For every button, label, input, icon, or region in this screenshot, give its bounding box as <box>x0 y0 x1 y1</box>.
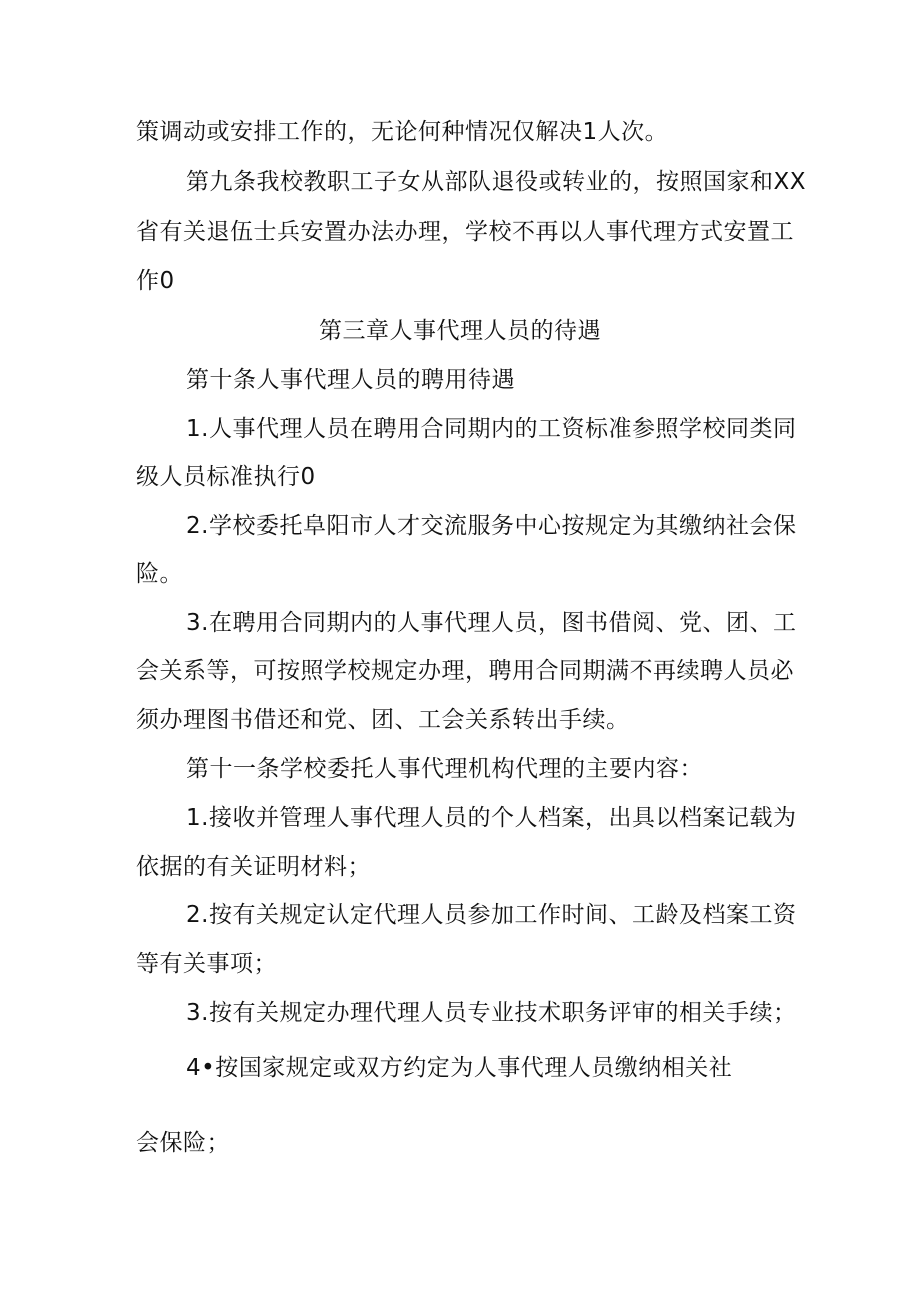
paragraph-line: 依据的有关证明材料； <box>136 854 371 880</box>
paragraph-line: 须办理图书借还和党、团、工会关系转出手续。 <box>136 707 630 733</box>
item-4-line: 4•按国家规定或双方约定为人事代理人员缴纳相关社 <box>186 1055 733 1081</box>
paragraph-line: 等有关事项； <box>136 951 277 977</box>
item-1-line: 1.接收并管理人事代理人员的个人档案，出具以档案记载为 <box>186 805 797 831</box>
item-2-line: 2.按有关规定认定代理人员参加工作时间、工龄及档案工资 <box>186 902 797 928</box>
article-10-heading: 第十条人事代理人员的聘用待遇 <box>186 367 515 393</box>
chapter-3-heading: 第三章人事代理人员的待遇 <box>319 318 601 344</box>
paragraph-line: 险。 <box>136 561 183 587</box>
item-2-line: 2.学校委托阜阳市人才交流服务中心按规定为其缴纳社会保 <box>186 513 797 539</box>
item-3-line: 3.按有关规定办理代理人员专业技术职务评审的相关手续； <box>186 1000 797 1026</box>
paragraph-line: 策调动或安排工作的，无论何种情况仅解决1人次。 <box>136 119 669 145</box>
paragraph-line: 会关系等，可按照学校规定办理，聘用合同期满不再续聘人员必 <box>136 658 794 684</box>
paragraph-line: 会保险； <box>136 1130 230 1156</box>
item-1-line: 1.人事代理人员在聘用合同期内的工资标准参照学校同类同 <box>186 416 797 442</box>
article-9-line: 第九条我校教职工子女从部队退役或转业的，按照国家和XX <box>186 169 807 195</box>
paragraph-line: 省有关退伍士兵安置办法办理，学校不再以人事代理方式安置工 <box>136 219 794 245</box>
article-11-heading: 第十一条学校委托人事代理机构代理的主要内容： <box>186 756 703 782</box>
paragraph-line: 级人员标准执行0 <box>136 464 316 490</box>
item-3-line: 3.在聘用合同期内的人事代理人员，图书借阅、党、团、工 <box>186 610 797 636</box>
paragraph-line: 作0 <box>136 268 175 294</box>
